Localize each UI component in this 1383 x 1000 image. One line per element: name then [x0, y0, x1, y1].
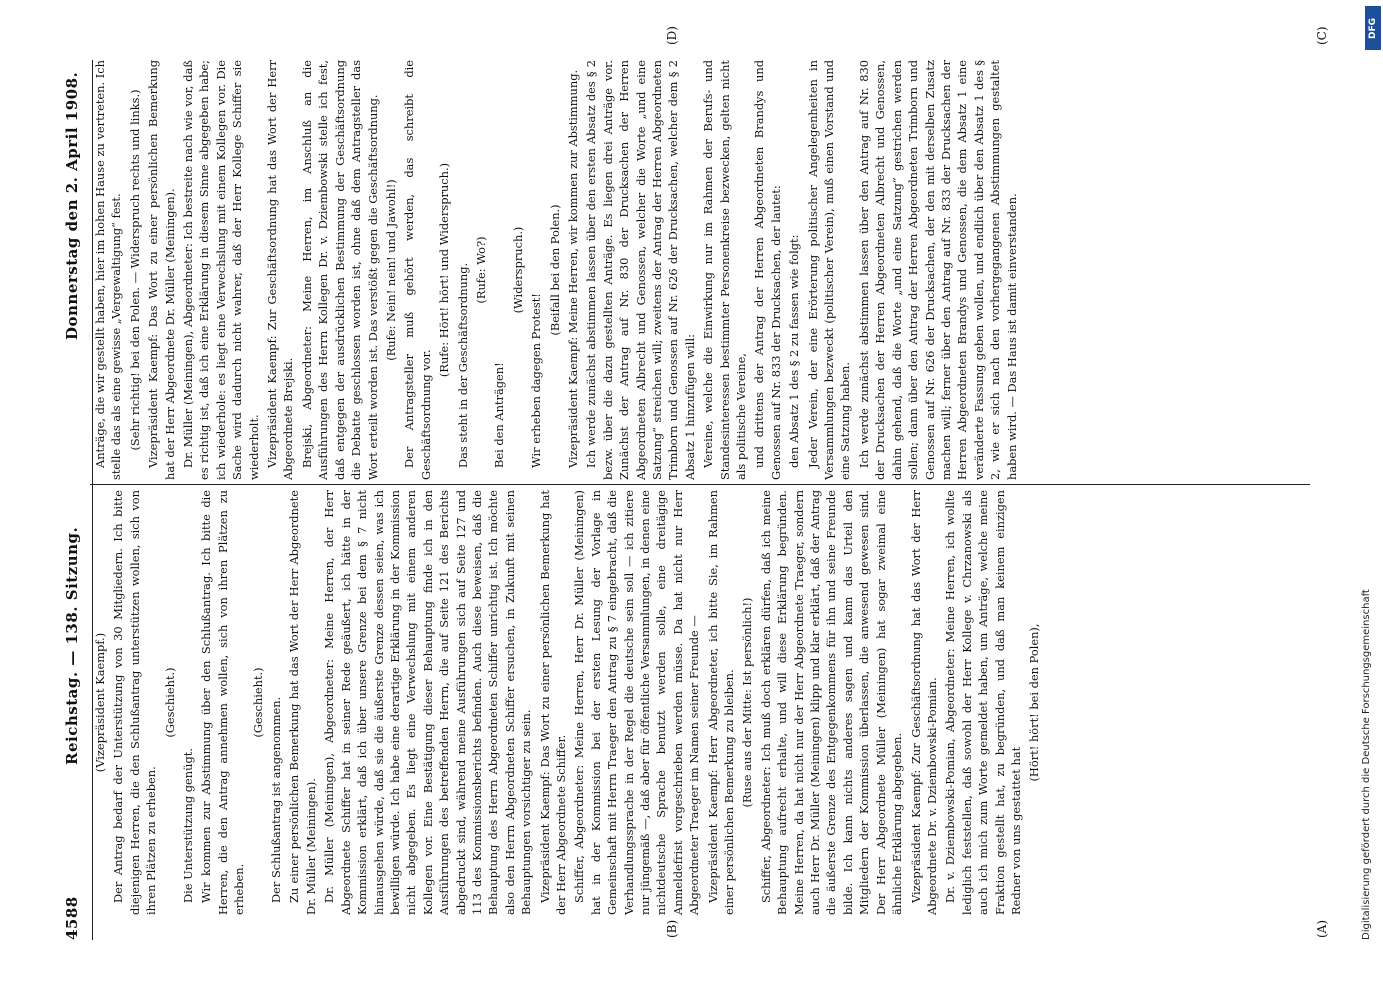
paragraph: Zu einer persönlichen Bemerkung hat das Wort der Herr Abgeordnete Dr. Müller (Meiningen). [287, 490, 318, 915]
paragraph: den Absatz 1 des § 2 zu fassen wie folgt: [787, 234, 802, 468]
paragraph: Schiffer, Abgeordneter: Meine Herren, Herr Dr. Müller (Meiningen) hat in der Kommission bei der ersten Lesung der Vorlage in Gemeinschaft mit Herrn Traeger den Antrag zu § 7 eingebracht, daß die Verhandlungssprache in der Regel die deutsche sein soll — ich zitiere nur jüngemäß —, daß aber für öffentliche Versammlungen, in denen eine nichtdeutsche Sprache benutzt werden solle, eine dreitägige Anmeldefrist vorgeschrieben werden müsse. Da hat nicht nur Herr Abgeordneter Traeger im Namen seiner Freunde — [572, 490, 702, 915]
left-column [92, 490, 1045, 915]
paragraph: (Ruse aus der Mitte: Ist persönlich!) [740, 597, 755, 808]
session-date: Donnerstag den 2. April 1908. [63, 71, 81, 340]
margin-mark-d: (D) [665, 26, 679, 45]
margin-mark-c: (C) [1315, 26, 1329, 45]
paragraph: Vizepräsident Kaempf: Meine Herren, wir kommen zur Abstimmung. [565, 69, 580, 468]
paragraph: Vizepräsident Kaempf: Zur Geschäftsordnung hat das Wort der Herr Abgeordnete Dr. v. Dziembowski-Pomian. [908, 490, 939, 915]
page-header [55, 0, 95, 1000]
paragraph: Vizepräsident Kaempf: Das Wort zu einer persönlichen Bemerkung hat der Herr Abgeordnete Schiffer. [537, 490, 568, 915]
column-rule [90, 484, 1310, 485]
paragraph: Anträge, die wir gestellt haben, hier im hohen Hause zu vertreten. Ich stelle das als eine gewisse „Vergewaltigung“ fest. [93, 60, 124, 480]
paragraph: (Rufe: Hört! hört! und Widerspruch.) [437, 162, 452, 378]
paragraph: Vizepräsident Kaempf: Das Wort zu einer persönlichen Bemerkung hat der Herr Abgeordnete Dr. Müller (Meiningen). [146, 60, 177, 480]
paragraph: Der Antrag bedarf der Unterstützung von 30 Mitgliedern. Ich bitte diejenigen Herren, die den Schlußantrag unterstützen wollen, sich von ihren Plätzen zu erheben. [111, 490, 159, 915]
paragraph: Dr. Müller (Meiningen), Abgeordneter: Meine Herren, der Herr Abgeordnete Schiffer hat in seiner Rede geäußert, ich hätte in der Kommission erklärt, daß ich über unsere Grenze bei dem § 7 nicht hinausgehen würde, daß sie die äußerste Grenze dessen seien, was ich bewilligen würde. Ich habe eine derartige Erklärung in der Kommission nicht abgegeben. Es liegt eine Verwechslung mit einem anderen Kollegen vor. Eine Bestätigung dieser Behauptung finde ich in den Ausführungen des betreffenden Herrn, die auf Seite 121 des Berichts abgedruckt sind, während meine Ausführungen sich auf Seite 127 und 113 des Kommissionsberichts befinden. Auch diese beweisen, daß die Behauptung des Herrn Abgeordneten Schiffer unrichtig ist. Ich möchte also den Herrn Abgeordneten Schiffer ersuchen, in Zukunft mit seinen Behauptungen vorsichtiger zu sein. [322, 490, 534, 915]
paragraph: Ich werde zunächst abstimmen lassen über den ersten Absatz des § 2 bezw. über die dazu gestellten Anträge. Es liegen drei Anträge vor. Zunächst der Antrag auf Nr. 830 der Drucksachen der Herren Abgeordneten Albrecht und Genossen, welcher die Worte „und eine Satzung“ streichen will; zweitens der Antrag der Herren Abgeordneten Trimborn und Genossen auf Nr. 626 der Drucksachen, welcher dem § 2 Absatz 1 hinzufügen will: [584, 60, 697, 480]
page-number: 4588 [63, 896, 81, 940]
paragraph: Brejski, Abgeordneter: Meine Herren, im Anschluß an die Ausführungen des Herrn Kollegen Dr. v. Dziembowski stelle ich fest, daß entgegen der ausdrücklichen Bestimmung der Geschäftsordnung die Debatte geschlossen worden ist, ohne daß dem Antragsteller das Wort erteilt worden ist. Das verstößt gegen die Geschäftsordnung. [299, 60, 380, 480]
session-title: Reichstag. — 138. Sitzung. [63, 526, 81, 765]
paragraph: (Rufe: Wo?) [473, 236, 488, 304]
paragraph: und drittens der Antrag der Herren Abgeordneten Brandys und Genossen auf Nr. 833 der Drucksachen, der lautet: [752, 60, 783, 480]
dfg-logo: DFG [1365, 6, 1381, 50]
paragraph: Ich werde zunächst abstimmen lassen über den Antrag auf Nr. 830 der Drucksachen der Herren Abgeordneten Albrecht und Genossen, dahin gehend, daß die Worte „und eine Satzung“ gestrichen werden sollen; dann über den Antrag der Herren Abgeordneten Trimborn und Genossen auf Nr. 626 der Drucksachen, der den mit derselben Zusatz machen will; ferner über den Antrag auf Nr. 833 der Drucksachen der Herren Abgeordneten Brandys und Genossen, die dem Absatz 1 eine veränderte Fassung geben wollen, und endlich über den Absatz 1 des § 2, wie er sich nach den vorhergegangenen Abstimmungen gestaltet haben wird. — Das Haus ist damit einverstanden. [856, 60, 1019, 480]
paragraph: Vizepräsident Kaempf: Herr Abgeordneter, ich bitte Sie, im Rahmen einer persönlichen Bemerkung zu bleiben. [705, 490, 737, 915]
paragraph: Jeder Verein, der eine Erörterung politischer Angelegenheiten in Versammlungen bezweckt (politischer Verein), muß einen Vorstand und eine Satzung haben. [805, 60, 853, 480]
paragraph: Dr. v. Dziembowski-Pomian, Abgeordneter: Meine Herren, ich wollte lediglich feststellen, daß sowohl der Herr Kollege v. Chrzanowski als auch ich mich zum Worte gemeldet haben, um Anträge, welche meine Fraktion gestellt hat, zu begründen, und daß man keinem einzigen Redner von uns gestattet hat [943, 490, 1023, 915]
digitization-credit [1361, 120, 1379, 940]
paragraph: (Geschieht.) [162, 667, 177, 738]
paragraph: (Geschieht.) [250, 667, 265, 738]
paragraph: Vizepräsident Kaempf: Zur Geschäftsordnung hat das Wort der Herr Abgeordnete Brejski. [265, 60, 296, 480]
paragraph: (Sehr richtig! bei den Polen. — Widerspruch rechts und links.) [127, 89, 142, 451]
paragraph: Wir erheben dagegen Protest! [529, 293, 544, 468]
paragraph: Wir kommen zur Abstimmung über den Schlußantrag. Ich bitte die Herren, die den Antrag annehmen wollen, sich von ihren Plätzen zu erheben. [199, 490, 247, 915]
paragraph: (Rufe: Nein! nein! und Jawohl!) [383, 179, 398, 361]
margin-mark-a: (A) [1315, 919, 1329, 938]
paragraph: Die Unterstützung genügt. [181, 748, 196, 903]
paragraph: Vereine, welche die Einwirkung nur im Rahmen der Berufs- und Standesinteressen bestimmter Personenkreise bezwecken, gelten nicht als politische Vereine, [701, 60, 749, 480]
paragraph: Das steht in der Geschäftsordnung. [455, 262, 470, 468]
paragraph: (Hört! hört! bei den Polen), [1027, 623, 1042, 782]
paragraph: (Widerspruch.) [510, 226, 525, 314]
right-column [92, 60, 1022, 480]
paragraph: Bei den Anträgen! [492, 362, 507, 468]
margin-mark-b: (B) [665, 919, 679, 938]
paragraph: Schiffer, Abgeordneter: Ich muß doch erklären dürfen, daß ich meine Behauptung aufrecht erhalte, und will diese Erklärung begründen. Meine Herren, da hat nicht nur der Herr Abgeordnete Traeger, sondern auch Herr Dr. Müller (Meiningen) klipp und klar erklärt, daß der Antrag die äußerste Grenze des Entgegenkommens für ihn und seine Freunde bilde. Ich kann nichts anderes sagen und kann das Urteil den Mitgliedern der Kommission überlassen, die anwesend gewesen sind. Der Herr Abgeordnete Müller (Meiningen) hat sogar zweimal eine ähnliche Erklärung abgegeben. [758, 490, 905, 915]
credit-text: Digitalisierung gefördert durch die Deutsche Forschungsgemeinschaft [1361, 589, 1372, 940]
paragraph: (Beifall bei den Polen.) [547, 204, 562, 336]
paragraph: Dr. Müller (Meiningen), Abgeordneter: Ich bestreite nach wie vor, daß es richtig ist, daß ich eine Erklärung in diesem Sinne abgegeben habe; ich wiederhole: es liegt eine Verwechslung mit einem Kollegen vor. Die Sache wird dadurch nicht wahrer, daß der Herr Kollege Schiffer sie wiederholt. [181, 60, 261, 480]
paragraph: Der Schlußantrag ist angenommen. [269, 696, 284, 903]
paragraph: (Vizepräsident Kaempf.) [93, 632, 107, 773]
paragraph: Der Antragsteller muß gehört werden, das schreibt die Geschäftsordnung vor. [402, 60, 433, 480]
